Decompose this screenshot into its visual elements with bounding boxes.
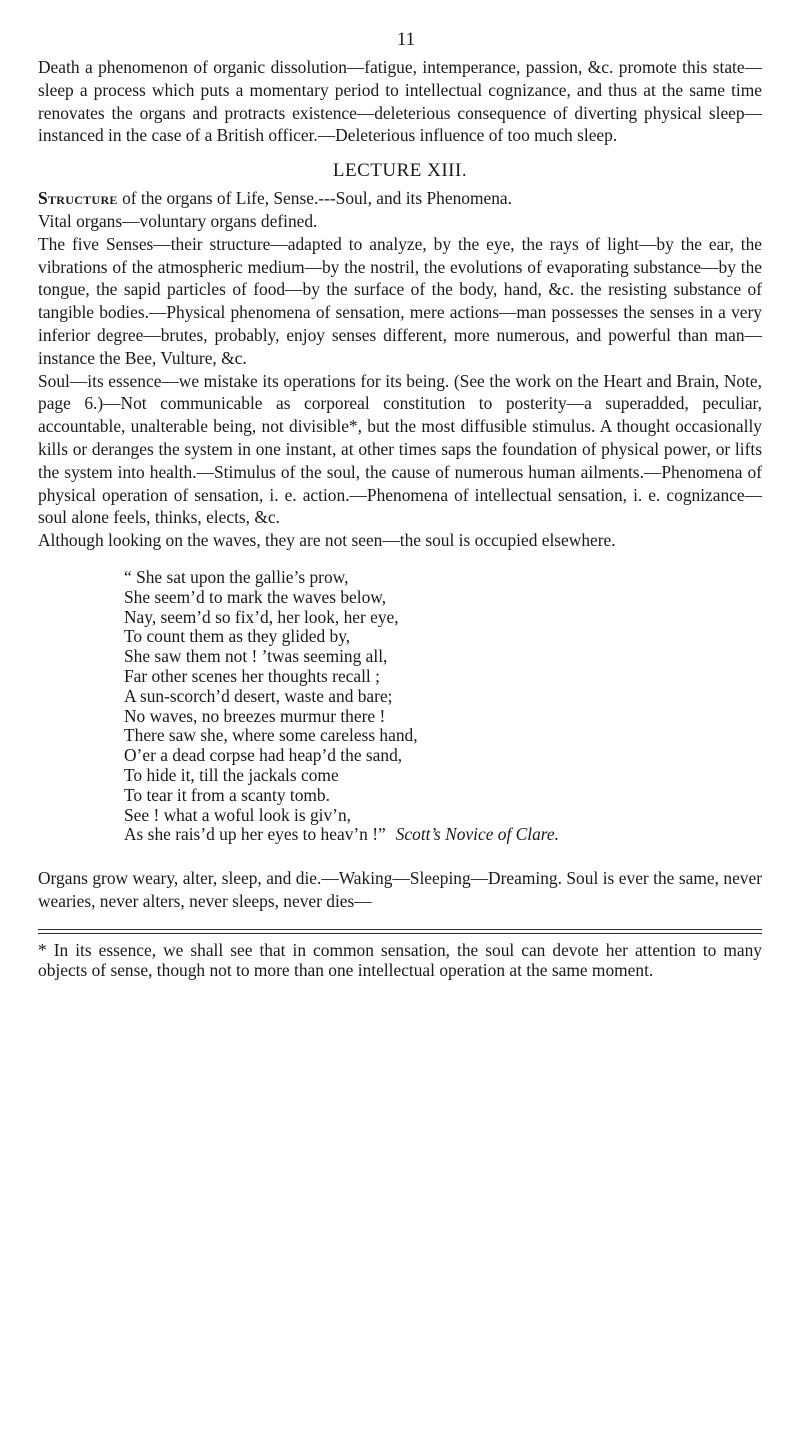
poem-line: There saw she, where some careless hand,: [124, 725, 418, 746]
book-page: [38, 28, 762, 997]
poem-attribution: Scott’s Novice of Clare.: [395, 824, 559, 845]
poem-line: See ! what a woful look is giv’n,: [124, 804, 352, 825]
poem-quotation: [124, 568, 762, 845]
poem-line: O’er a dead corpse had heap’d the sand,: [124, 745, 403, 766]
lecture-lead-rest: of the organs of Life, Sense.---Soul, and its Phenomena.: [117, 188, 512, 209]
lecture-heading: LECTURE XIII.: [332, 160, 468, 182]
lecture-lead-word: Structure: [38, 188, 118, 209]
footnote-rule-second: [38, 933, 762, 934]
poem-line: Far other scenes her thoughts recall ;: [124, 665, 380, 686]
poem-line: To count them as they glided by,: [124, 626, 351, 647]
closing-paragraph: Organs grow weary, alter, sleep, and die.—Waking—Sleeping—Dreaming. Soul is ever the same, never wearies, never alters, never sleeps, never dies—: [38, 868, 762, 911]
poem-line: To tear it from a scanty tomb.: [124, 784, 330, 805]
intro-paragraph: Death a phenomenon of organic dissolution—fatigue, intemperance, passion, &c. promote this state—sleep a process which puts a momentary period to intellectual cognizance, and thus at the same time renovates the organs and protracts existence—deleterious consequence of diverting physical sleep—instanced in the case of a British officer.—Deleterious influence of too much sleep.: [38, 57, 762, 146]
soul-paragraph: Soul—its essence—we mistake its operations for its being. (See the work on the Heart and Brain, Note, page 6.)—Not communicable as corporeal constitution to posterity—a superadded, peculiar, accountable, unalterable being, not divisible*, but the most diffusible stimulus. A thought occasionally kills or deranges the system in one instant, at other times saps the foundation of physical power, or lifts the system into health.—Stimulus of the soul, the cause of numerous human ailments.—Phenomena of physical operation of sensation, i. e. action.—Phenomena of intellectual sensation, i. e. cognizance—soul alone feels, thinks, elects, &c.: [38, 370, 762, 528]
poem-line: A sun-scorch’d desert, waste and bare;: [124, 685, 393, 706]
vital-organs-paragraph: Vital organs—voluntary organs defined.: [38, 210, 318, 231]
poem-line: “ She sat upon the gallie’s prow,: [124, 566, 349, 587]
poem-line: Nay, seem’d so fix’d, her look, her eye,: [124, 606, 399, 627]
poem-line: No waves, no breezes murmur there !: [124, 705, 386, 726]
poem-line: She seem’d to mark the waves below,: [124, 586, 387, 607]
footnote: * In its essence, we shall see that in common sensation, the soul can devote her attention to many objects of sense, though not to more than one intellectual operation at the same moment.: [38, 939, 762, 980]
footnote-rule: [38, 929, 762, 930]
lecture-subject-paragraph: [38, 187, 762, 210]
poem-line: As she rais’d up her eyes to heav’n !”: [124, 824, 386, 845]
page-number: 11: [396, 29, 416, 50]
poem-line: She saw them not ! ’twas seeming all,: [124, 646, 388, 667]
five-senses-paragraph: The five Senses—their structure—adapted to analyze, by the eye, the rays of light—by the ear, the vibrations of the atmospheric medium—by the nostril, the evolutions of evaporating substance—by the tongue, the sapid particles of food—by the surface of the body, hand, &c. the resisting substance of tangible bodies.—Physical phenomena of sensation, mere actions—man possesses the senses in a very inferior degree—brutes, probably, enjoy senses different, more numerous, and powerful than man—instance the Bee, Vulture, &c.: [38, 233, 762, 368]
poem-last-line: [124, 825, 762, 845]
waves-paragraph: Although looking on the waves, they are not seen—the soul is occupied elsewhere.: [38, 530, 616, 551]
poem-line: To hide it, till the jackals come: [124, 764, 339, 785]
